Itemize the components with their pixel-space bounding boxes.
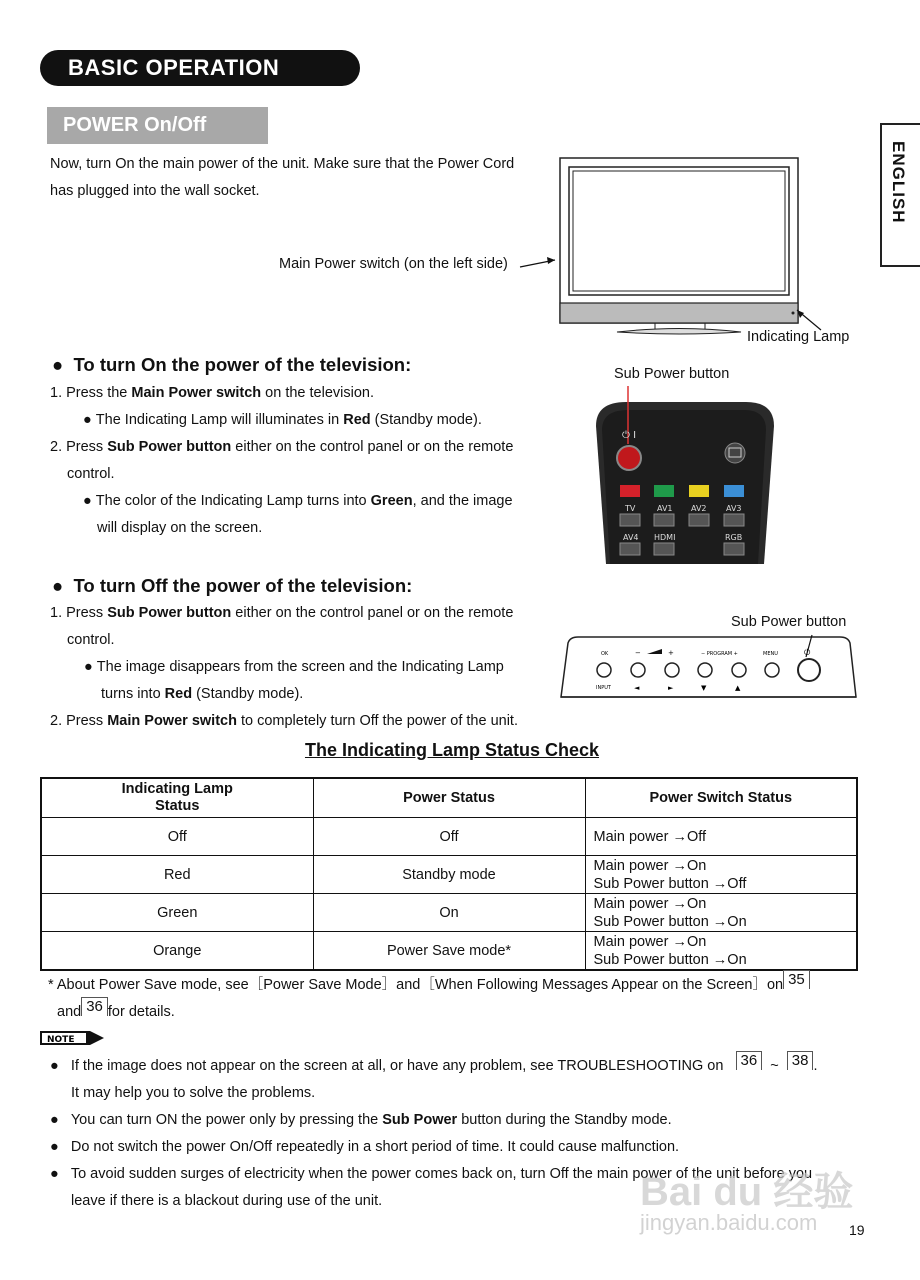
panel-program-label: − PROGRAM + [701,651,738,657]
note-badge [40,1031,104,1045]
turn-off-step-1-sub: ● The image disappears from the screen and the Indicating Lamp [84,659,504,675]
section-title: BASIC OPERATION [40,50,360,86]
remote-btn-rgb: RGB [725,533,743,542]
remote-btn-av2: AV2 [691,504,707,513]
turn-on-step-2-sub-cont: will display on the screen. [97,520,263,536]
svg-text:◄: ◄ [634,684,640,692]
turn-on-steps [50,380,550,542]
table-row: Orange Power Save mode* Main power →On Sub Power button →On [41,932,857,971]
svg-text:⏻: ⏻ [804,648,811,657]
panel-input-label: INPUT [596,685,611,691]
turn-off-step-1-cont: control. [67,632,115,648]
turn-on-step-2: 2. Press Sub Power button either on the control panel or on the remote [50,439,514,455]
language-tab [880,123,920,267]
panel-ok-label: OK [601,651,609,657]
remote-btn-av4: AV4 [623,533,639,542]
remote-btn-tv: TV [625,504,636,513]
turn-off-steps [50,600,560,735]
intro-line-2: has plugged into the wall socket. [50,183,260,199]
intro-line-1: Now, turn On the main power of the unit. Make sure that the Power Cord [50,156,515,172]
remote-btn-av3: AV3 [726,504,742,513]
turn-off-heading-text: To turn Off the power of the television: [73,575,413,596]
language-tab-label: ENGLISH [889,141,908,224]
main-power-switch-label: Main Power switch (on the left side) [279,256,508,272]
table-row: Red Standby mode Main power →On Sub Power button →Off [41,856,857,894]
note-item-1-cont: It may help you to solve the problems. [71,1085,316,1101]
panel-plus-label: + [668,649,674,657]
svg-text:▼: ▼ [701,684,707,692]
footnote: * About Power Save mode, see［Power Save Mode］and［When Following Messages Appear on the Screen］on 35 and 36 for details. [48,972,888,1026]
note-item-4: ● To avoid sudden surges of electricity when the power comes back on, turn Off the main power of the unit before you [50,1166,813,1182]
note-item-2: ● You can turn ON the power only by pressing the Sub Power button during the Standby mode. [50,1112,672,1128]
turn-on-step-2-sub: ● The color of the Indicating Lamp turns into Green, and the image [83,493,513,509]
svg-text:▲: ▲ [735,684,741,692]
header-switch-status: Power Switch Status [585,778,857,818]
indicating-lamp-label: Indicating Lamp [747,329,850,345]
turn-on-heading-text: To turn On the power of the television: [73,354,412,375]
turn-off-step-2: 2. Press Main Power switch to completely turn Off the power of the unit. [50,713,518,729]
turn-off-heading: ● To turn Off the power of the television: [52,575,413,596]
panel-menu-label: MENU [763,651,778,657]
subsection-title: POWER On/Off [47,107,268,144]
turn-on-step-2-cont: control. [67,466,115,482]
turn-off-step-1: 1. Press Sub Power button either on the control panel or on the remote [50,605,514,621]
note-item-1: ● If the image does not appear on the screen at all, or have any problem, see TROUBLESHOOTING on 36 ~ 38 . [50,1052,818,1074]
turn-on-step-1-sub: ● The Indicating Lamp will illuminates in Red (Standby mode). [83,412,482,428]
svg-text:NOTE: NOTE [47,1035,75,1045]
tv-illustration [500,150,860,350]
header-power-status: Power Status [313,778,585,818]
table-title: The Indicating Lamp Status Check [304,740,600,760]
table-header-row [41,778,857,818]
page-number: 19 [849,1222,865,1238]
header-lamp-status: Indicating Lamp Status [41,778,313,818]
watermark-logo: Bai du 经验 [640,1170,854,1214]
table-row: Off Off Main power →Off [41,818,857,856]
footnote-line-1: * About Power Save mode, see［Power Save Mode］and［When Following Messages Appear on the Screen］on [48,977,784,993]
remote-sub-power-label: Sub Power button [614,366,730,382]
page-ref-36: 36 [81,997,108,1016]
lamp-status-table [40,777,858,971]
svg-text:⏻ I: ⏻ I [622,430,637,441]
control-panel-illustration [558,635,858,701]
note-item-3: ● Do not switch the power On/Off repeatedly in a short period of time. It could cause malfunction. [50,1139,680,1155]
svg-text:►: ► [668,684,674,692]
page-ref-35: 35 [783,970,810,989]
panel-sub-power-label: Sub Power button [731,614,847,630]
remote-btn-hdmi: HDMI [654,533,676,542]
turn-on-heading: ● To turn On the power of the television: [52,354,412,375]
turn-on-step-1: 1. Press the Main Power switch on the television. [50,385,374,401]
table-row: Green On Main power →On Sub Power button →On [41,894,857,932]
turn-off-step-1-sub-cont: turns into Red (Standby mode). [101,686,304,702]
note-item-4-cont: leave if there is a blackout during use of the unit. [71,1193,383,1209]
remote-btn-av1: AV1 [657,504,673,513]
watermark-url: jingyan.baidu.com [640,1210,818,1235]
intro-text [50,151,514,205]
panel-minus-label: − [635,649,641,657]
remote-illustration [596,386,776,564]
